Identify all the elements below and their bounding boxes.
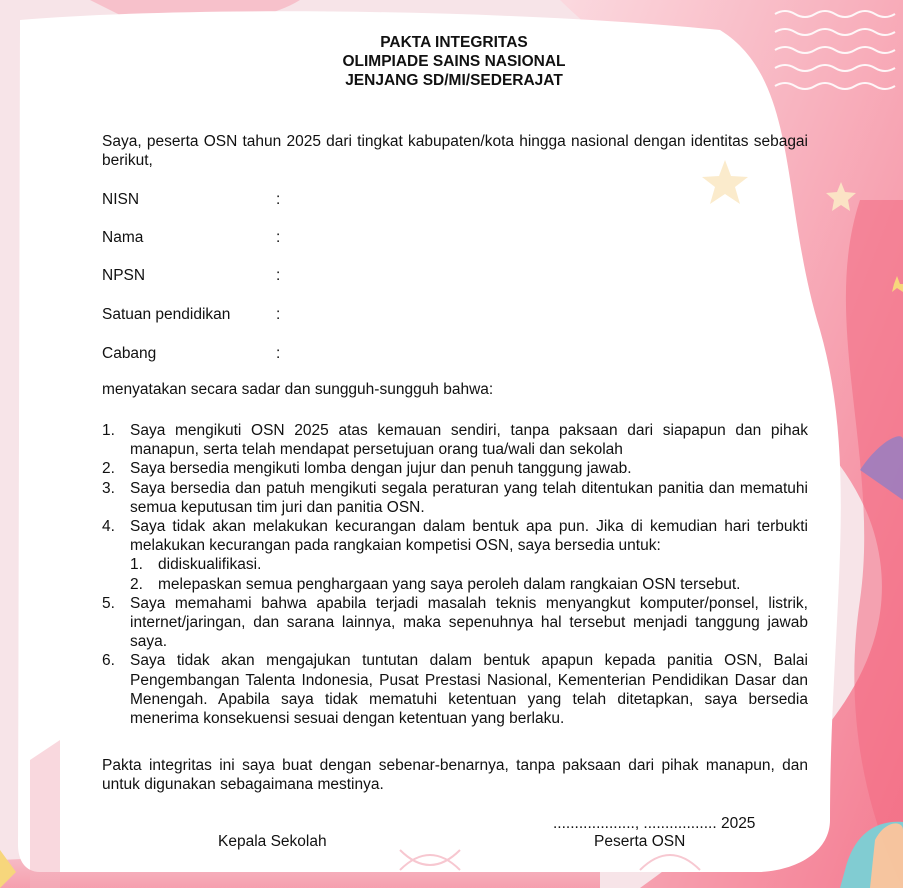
sub-list-number: 1. (130, 556, 143, 574)
declaration-intro: menyatakan secara sadar dan sungguh-sungguh bahwa: (102, 381, 494, 398)
sub-list-text: didiskualifikasi. (158, 556, 262, 574)
field-separator: : (276, 306, 281, 323)
title-line-1: PAKTA INTEGRITAS (380, 34, 528, 51)
list-number: 1. (102, 422, 115, 439)
field-npsn (102, 266, 280, 285)
list-item (102, 459, 808, 478)
field-satuan-pendidikan (102, 305, 280, 324)
field-cabang (102, 344, 280, 363)
sub-list-text: melepaskan semua penghargaan yang saya peroleh dalam rangkaian OSN tersebut. (158, 575, 741, 593)
field-label: Cabang (102, 345, 157, 362)
field-nisn (102, 190, 280, 209)
sub-list (130, 555, 808, 593)
closing-paragraph: Pakta integritas ini saya buat dengan sebenar-benarnya, tanpa paksaan dari pihak manapun, dan untuk digunakan sebagaimana mestinya. (102, 757, 808, 793)
list-text: Saya mengikuti OSN 2025 atas kemauan sendiri, tanpa paksaan dari siapapun dan pihak manapun, serta telah mendapat persetujuan orang tua/wali dan sekolah (130, 422, 808, 459)
list-text: Saya bersedia mengikuti lomba dengan jujur dan penuh tanggung jawab. (130, 460, 632, 478)
list-item (102, 479, 808, 517)
field-separator: : (276, 191, 281, 208)
list-number: 4. (102, 518, 115, 536)
field-label: NPSN (102, 267, 146, 284)
sub-list-item (130, 575, 808, 594)
document-title (200, 33, 708, 90)
list-text: Saya bersedia dan patuh mengikuti segala peraturan yang telah ditentukan panitia dan mematuhi semua keputusan tim juri dan panitia OSN. (130, 479, 808, 516)
list-number: 3. (102, 479, 115, 497)
intro-paragraph: Saya, peserta OSN tahun 2025 dari tingkat kabupaten/kota hingga nasional dengan identitas sebagai berikut, (102, 133, 808, 169)
list-item (102, 421, 808, 459)
list-text: Saya tidak akan melakukan kecurangan dalam bentuk apa pun. Jika di kemudian hari terbukti melakukan kecurangan pada rangkaian kompetisi OSN, saya bersedia untuk: (130, 518, 808, 555)
field-separator: : (276, 229, 281, 246)
list-number: 5. (102, 594, 115, 612)
field-label: NISN (102, 191, 140, 208)
signer-principal: Kepala Sekolah (218, 833, 327, 850)
list-text: Saya tidak akan mengajukan tuntutan dalam bentuk apapun kepada panitia OSN, Balai Pengembangan Talenta Indonesia, Pusat Prestasi Nasional, Kementerian Pendidikan Dasar dan Menengah. Apabila saya tidak mematuhi ketentuan yang telah ditetapkan, saya bersedia menerima konsekuensi sesuai dengan ketentuan yang berlaku. (130, 652, 808, 728)
field-label: Satuan pendidikan (102, 306, 231, 323)
title-line-2: OLIMPIADE SAINS NASIONAL (342, 53, 566, 70)
statement-list (102, 421, 808, 728)
field-nama (102, 228, 280, 247)
title-line-3: JENJANG SD/MI/SEDERAJAT (345, 72, 563, 89)
field-separator: : (276, 345, 281, 362)
field-separator: : (276, 267, 281, 284)
field-label: Nama (102, 229, 144, 246)
list-number: 6. (102, 652, 115, 670)
list-item (102, 594, 808, 652)
sub-list-number: 2. (130, 575, 143, 593)
list-item (102, 651, 808, 728)
list-number: 2. (102, 460, 115, 478)
date-line: ..................., ................. 2025 (553, 815, 756, 832)
list-text: Saya memahami bahwa apabila terjadi masalah teknis menyangkut komputer/ponsel, listrik, internet/jaringan, dan sarana lainnya, maka sepenuhnya hal tersebut menjadi tanggung jawab saya. (130, 594, 808, 651)
list-item (102, 517, 808, 594)
sub-list-item (130, 555, 808, 574)
signer-participant: Peserta OSN (594, 833, 686, 850)
